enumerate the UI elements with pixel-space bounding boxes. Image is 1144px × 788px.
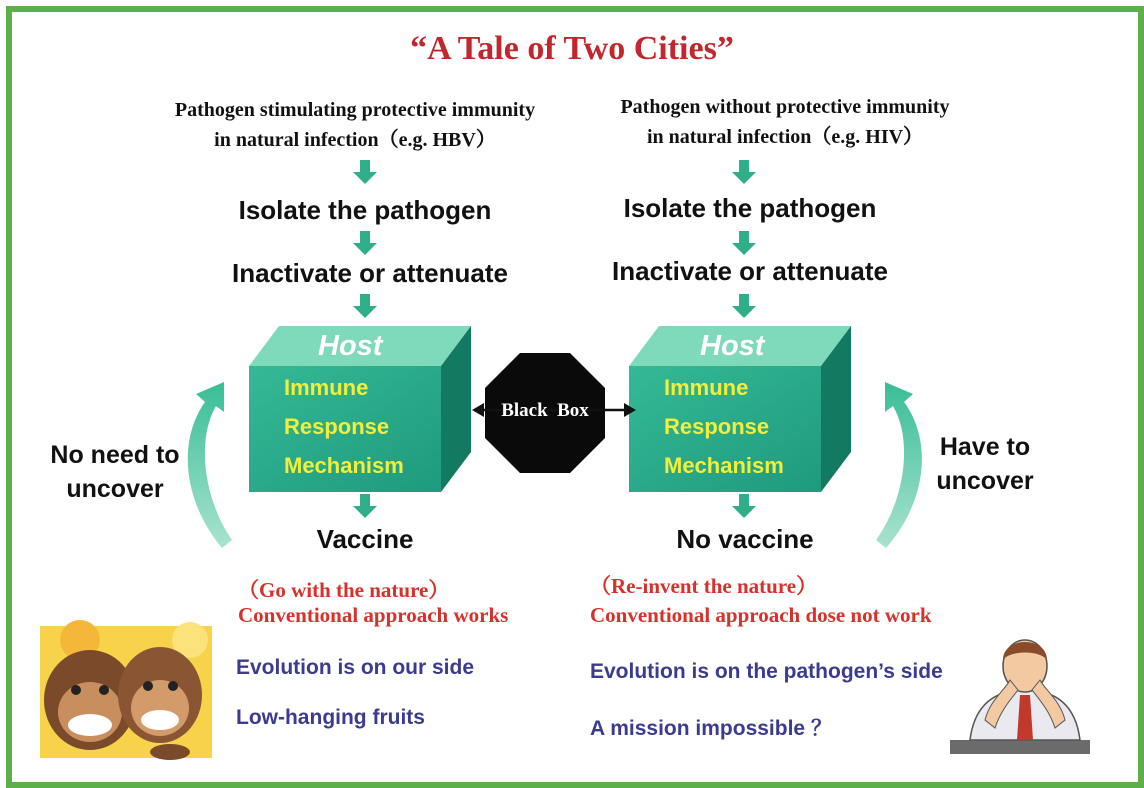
right-point-mission: A mission impossible ？ — [590, 717, 832, 740]
right-side-label — [920, 430, 1050, 498]
left-header-line2: in natural infection（e.g. HBV） — [214, 129, 496, 151]
right-box-title: Host — [700, 330, 765, 362]
left-result: Vaccine — [316, 524, 414, 554]
left-point-fruits: Low-hanging fruits — [236, 706, 425, 729]
left-box-lines — [284, 368, 404, 485]
black-box-label: Black Box — [501, 400, 589, 421]
right-header-line1: Pathogen without protective immunity — [620, 96, 950, 118]
right-result: No vaccine — [676, 524, 814, 554]
right-header — [560, 92, 1010, 152]
down-arrow-left-4 — [353, 494, 377, 518]
right-note-approach: Conventional approach dose not work — [590, 603, 932, 627]
right-box-line-response: Response — [664, 414, 770, 439]
right-curved-arrow — [876, 382, 922, 548]
down-arrow-left-2 — [353, 231, 377, 255]
down-arrow-left-3 — [353, 294, 377, 318]
left-header — [120, 95, 590, 155]
down-arrow-right-2 — [732, 231, 756, 255]
left-box-line-immune: Immune — [284, 375, 369, 400]
right-side-line2: uncover — [936, 467, 1034, 495]
right-side-line1: Have to — [939, 433, 1031, 461]
down-arrow-right-4 — [732, 494, 756, 518]
left-header-line1: Pathogen stimulating protective immunity — [174, 99, 536, 121]
left-side-line1: No need to — [50, 441, 180, 469]
left-point-evolution: Evolution is on our side — [236, 656, 475, 679]
right-point-evolution: Evolution is on the pathogen’s side — [590, 660, 943, 683]
right-step-isolate: Isolate the pathogen — [623, 193, 877, 223]
left-note-nature: （Go with the nature） — [238, 578, 450, 602]
left-side-label — [30, 438, 200, 506]
thinking-man-illustration — [950, 640, 1090, 754]
left-step-inactivate: Inactivate or attenuate — [232, 258, 508, 288]
down-arrow-left-1 — [353, 160, 377, 184]
left-note-approach: Conventional approach works — [238, 603, 509, 627]
left-box-line-response: Response — [284, 414, 390, 439]
left-step-isolate: Isolate the pathogen — [238, 195, 492, 225]
right-step-inactivate: Inactivate or attenuate — [612, 256, 888, 286]
left-side-line2: uncover — [66, 475, 164, 503]
right-note-nature: （Re-invent the nature） — [590, 574, 818, 598]
monkeys-illustration — [40, 620, 212, 760]
right-box-line-immune: Immune — [664, 375, 749, 400]
down-arrow-right-3 — [732, 294, 756, 318]
right-box-line-mechanism: Mechanism — [664, 453, 784, 478]
diagram-title: “A Tale of Two Cities” — [410, 30, 734, 67]
right-header-line2: in natural infection（e.g. HIV） — [646, 126, 924, 148]
left-box-title: Host — [318, 330, 383, 362]
down-arrow-right-1 — [732, 160, 756, 184]
right-box-lines — [664, 368, 784, 485]
left-box-line-mechanism: Mechanism — [284, 453, 404, 478]
